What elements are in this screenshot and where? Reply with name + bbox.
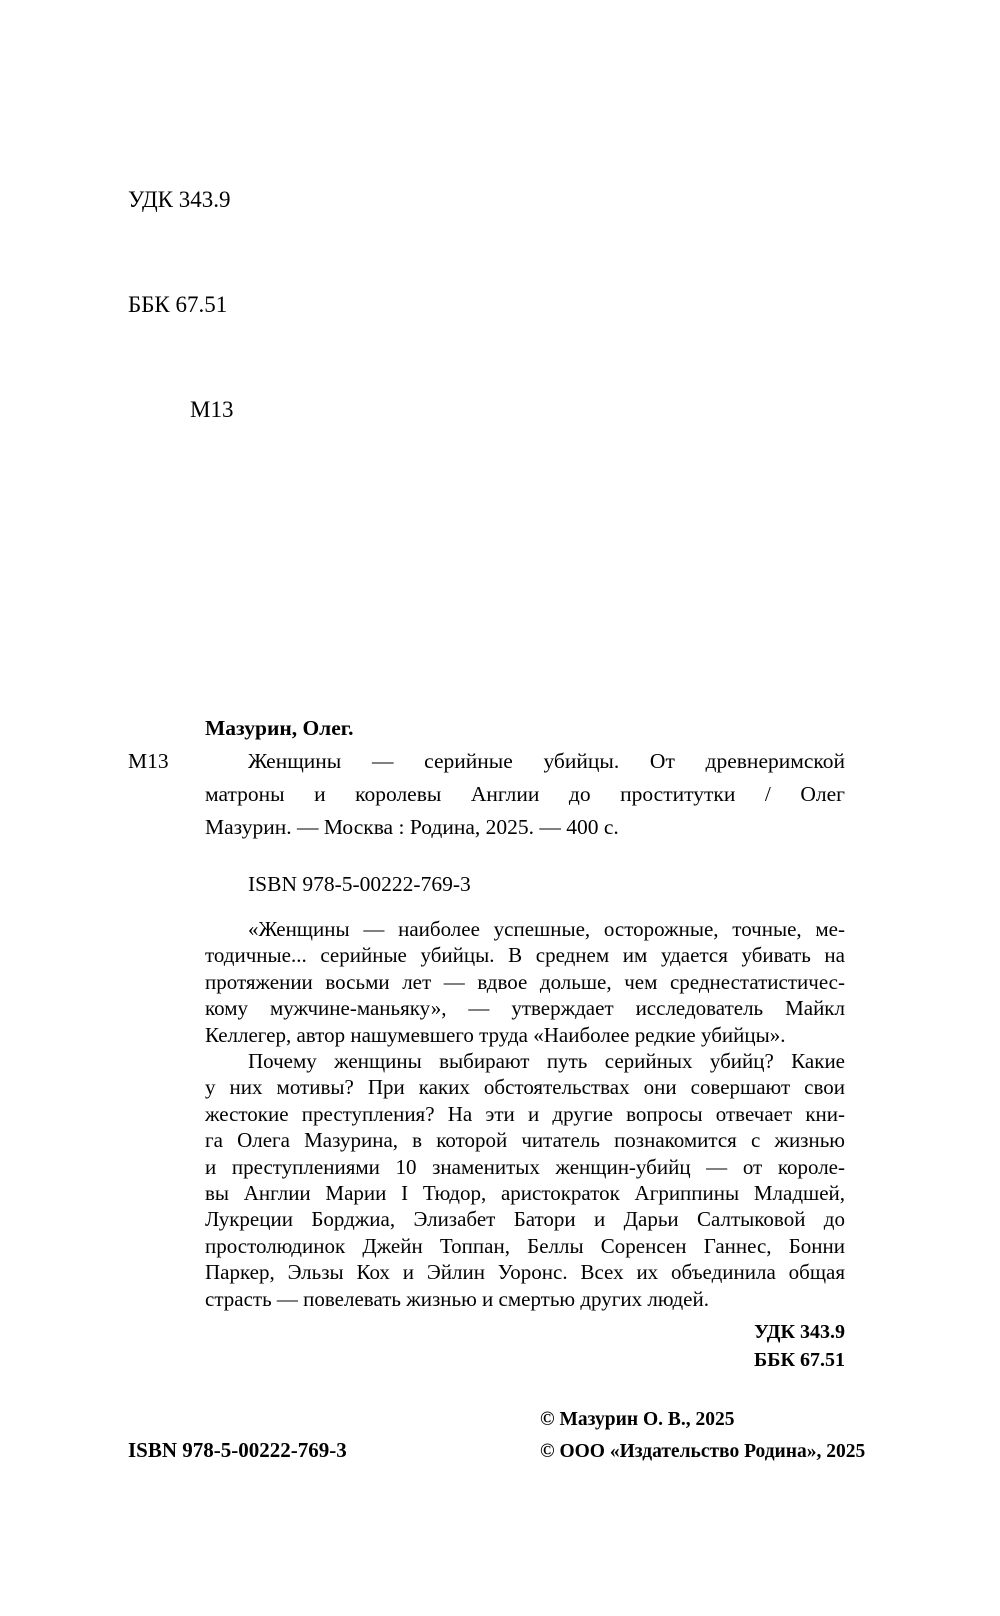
- bottom-codes: [205, 1318, 845, 1374]
- catalog-entry-body: [128, 745, 845, 844]
- bottom-bbk-code: ББК 67.51: [754, 1349, 845, 1371]
- footer-isbn: ISBN 978-5-00222-769-3: [128, 1438, 347, 1462]
- annotation-paragraph-2-line: страсть — повелевать жизнью и смертью других людей.: [205, 1286, 709, 1311]
- bibliographic-description-line: матроны и королевы Англии до проститутки / Олег: [205, 782, 845, 806]
- author-mark: М13: [190, 397, 234, 422]
- udc-code: УДК 343.9: [128, 187, 231, 212]
- annotation-paragraph-2-line: Почему женщины выбирают путь серийных убийц? Какие: [248, 1049, 845, 1074]
- bibliographic-description: [205, 745, 845, 844]
- bbk-code: ББК 67.51: [128, 292, 228, 317]
- annotation-paragraph-2-line: вы Англии Марии I Тюдор, аристократок Агриппины Младшей,: [205, 1181, 845, 1206]
- copyright-author: © Мазурин О. В., 2025: [540, 1409, 735, 1430]
- bibliographic-description-line: Женщины — серийные убийцы. От древнеримской: [248, 749, 845, 773]
- copyright-publisher: © ООО «Издательство Родина», 2025: [540, 1441, 866, 1462]
- bibliographic-description-line: Мазурин. — Москва : Родина, 2025. — 400 с.: [205, 815, 619, 839]
- annotation-paragraph-1-line: тодичные... серийные убийцы. В среднем им удается убивать на: [205, 943, 845, 968]
- bottom-udc-code: УДК 343.9: [754, 1321, 845, 1343]
- annotation-paragraph-2-line: и преступлениями 10 знаменитых женщин-убийц — от короле-: [205, 1154, 845, 1179]
- isbn-line: ISBN 978-5-00222-769-3: [248, 872, 471, 896]
- annotation-paragraph-1-line: Келлегер, автор нашумевшего труда «Наиболее редкие убийцы».: [205, 1022, 786, 1047]
- annotation-paragraph-2-line: жестокие преступления? На эти и другие вопросы отвечает кни-: [205, 1101, 845, 1126]
- annotation-paragraph-2-line: Лукреции Борджиа, Элизабет Батори и Дарьи Салтыковой до: [205, 1207, 845, 1232]
- annotation-paragraph-2: [205, 1048, 845, 1312]
- annotation-paragraph-2-line: у них мотивы? При каких обстоятельствах они совершают свои: [205, 1075, 845, 1100]
- annotation-paragraph-2-line: Паркер, Эльзы Кох и Эйлин Уоронс. Всех их объединила общая: [205, 1260, 845, 1285]
- catalog-entry: [128, 712, 845, 901]
- annotation: [205, 916, 845, 1312]
- margin-author-mark: М13: [128, 749, 169, 773]
- annotation-paragraph-1-line: «Женщины — наиболее успешные, осторожные, точные, ме-: [248, 917, 845, 941]
- copyright-block: [540, 1404, 865, 1468]
- author-heading: Мазурин, Олег.: [205, 716, 354, 740]
- annotation-paragraph-1-line: кому мужчине-маньяку», — утверждает исследователь Майкл: [205, 996, 845, 1021]
- top-codes: [128, 112, 233, 497]
- annotation-paragraph-2-line: га Олега Мазурина, в которой читатель познакомится с жизнью: [205, 1128, 845, 1153]
- annotation-paragraph-2-line: простолюдинок Джейн Топпан, Беллы Соренсен Ганнес, Бонни: [205, 1233, 845, 1258]
- annotation-paragraph-1-line: протяжении восьми лет — вдвое дольше, чем среднестатистичес-: [205, 969, 845, 994]
- annotation-paragraph-1: [205, 916, 845, 1048]
